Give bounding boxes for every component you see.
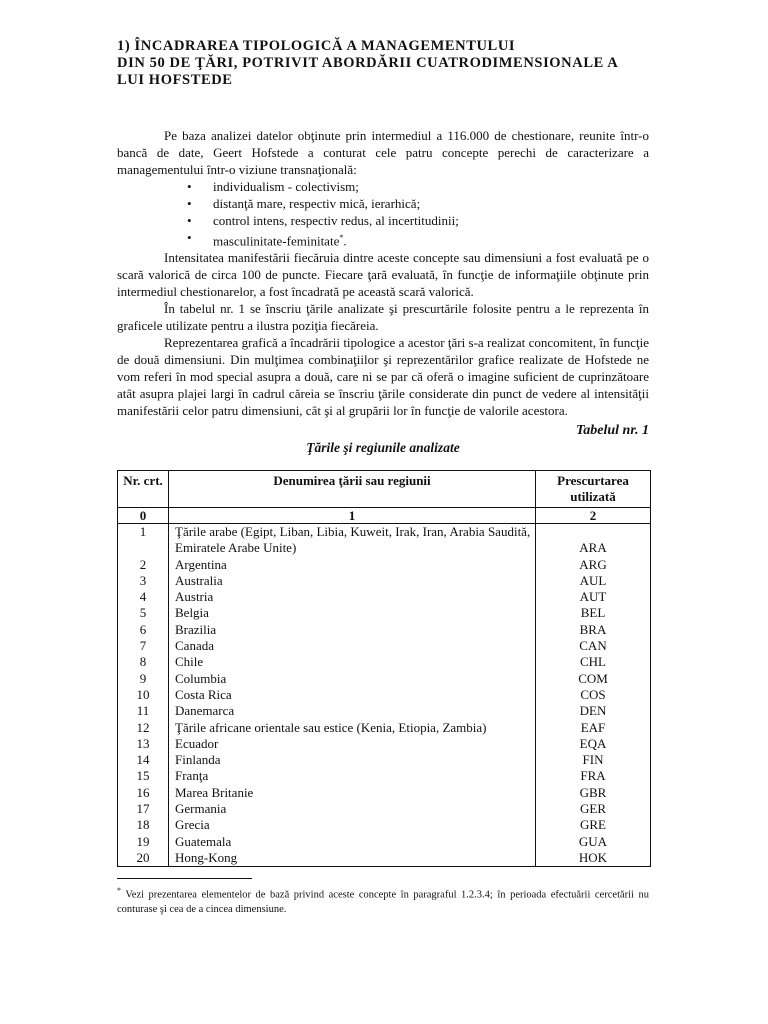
bullet-icon: • xyxy=(187,230,192,245)
country-abbreviation: GBR xyxy=(536,785,651,801)
row-number: 3 xyxy=(118,573,169,589)
country-abbreviation: FIN xyxy=(536,752,651,768)
table-body xyxy=(118,524,651,867)
column-header-name: Denumirea ţării sau regiunii xyxy=(169,471,536,508)
table-row xyxy=(118,654,651,670)
table-row xyxy=(118,687,651,703)
country-name: Argentina xyxy=(169,557,536,573)
heading-line: DIN 50 DE ŢĂRI, POTRIVIT ABORDĂRII CUATRODIMENSIONALE A xyxy=(117,55,619,71)
country-name: Belgia xyxy=(169,605,536,621)
country-abbreviation: GER xyxy=(536,801,651,817)
country-abbreviation: BEL xyxy=(536,605,651,621)
column-header-abbrev: Prescurtarea utilizată xyxy=(536,471,651,508)
body-paragraph: Intensitatea manifestării fiecăruia dintre aceste concepte sau dimensiuni a fost evaluată pe o scară valorică de circa 100 de puncte. Fiecare ţară evaluată, în funcţie de informaţiile obţinute prin intermediul chestionarelor, a fost încadrată pe această scară valorică. xyxy=(117,250,649,300)
list-item: • individualism - colectivism; xyxy=(187,179,359,194)
countries-table xyxy=(117,470,651,867)
row-number: 7 xyxy=(118,638,169,654)
row-number: 6 xyxy=(118,622,169,638)
row-number: 4 xyxy=(118,589,169,605)
country-name: Hong-Kong xyxy=(169,850,536,867)
row-number: 19 xyxy=(118,834,169,850)
country-name: Australia xyxy=(169,573,536,589)
intro-paragraph: Pe baza analizei datelor obţinute prin intermediul a 116.000 de chestionare, reunite într-o bancă de date, Geert Hofstede a conturat cele patru concepte perechi de caracterizare a managementului într-o viziune transnaţională: xyxy=(117,128,649,177)
table-header-row xyxy=(118,471,651,508)
row-number: 8 xyxy=(118,654,169,670)
footnote-divider xyxy=(117,878,252,879)
table-row xyxy=(118,622,651,638)
bullet-icon: • xyxy=(187,196,192,211)
table-number: Tabelul nr. 1 xyxy=(575,423,649,438)
heading-line: LUI HOFSTEDE xyxy=(117,72,233,88)
table-row xyxy=(118,817,651,833)
country-name: Germania xyxy=(169,801,536,817)
country-abbreviation: DEN xyxy=(536,703,651,719)
country-abbreviation: COM xyxy=(536,671,651,687)
list-item: • control intens, respectiv redus, al incertitudinii; xyxy=(187,213,459,228)
country-name: Ţările africane orientale sau estice (Kenia, Etiopia, Zambia) xyxy=(169,720,536,736)
column-header-nr: Nr. crt. xyxy=(118,471,169,508)
country-abbreviation: AUT xyxy=(536,589,651,605)
table-row xyxy=(118,801,651,817)
country-abbreviation: GRE xyxy=(536,817,651,833)
country-name: Chile xyxy=(169,654,536,670)
bullet-icon: • xyxy=(187,179,192,194)
row-number: 16 xyxy=(118,785,169,801)
table-row xyxy=(118,573,651,589)
section-heading xyxy=(117,38,677,89)
row-number: 17 xyxy=(118,801,169,817)
country-abbreviation: HOK xyxy=(536,850,651,867)
country-name: Canada xyxy=(169,638,536,654)
footnote xyxy=(117,884,649,917)
country-name: Columbia xyxy=(169,671,536,687)
country-name: Franţa xyxy=(169,768,536,784)
body-paragraph: Reprezentarea grafică a încadrării tipologice a acestor ţări s-a realizat concomitent, în funcţie de două dimensiuni. Din mulţimea combinaţiilor şi reprezentărilor grafice realizate de Hofstede ne vom referi în mod special asupra a două, care ni se par că oferă o imagine suficient de cuprinzătoare atât asupra plajei largi în cadrul căreia se înscriu ţările considerate din punct de vedere al intensităţii manifestării celor patru dimensiuni, cât şi al grupării lor în funcţie de valorile acestora. xyxy=(117,335,649,419)
row-number: 18 xyxy=(118,817,169,833)
country-name: Guatemala xyxy=(169,834,536,850)
list-item: • distanţă mare, respectiv mică, ierarhică; xyxy=(187,196,421,211)
country-name: Finlanda xyxy=(169,752,536,768)
country-name: Austria xyxy=(169,589,536,605)
concept-list xyxy=(117,178,649,249)
footnote-reference[interactable]: * xyxy=(339,233,344,242)
body-text xyxy=(117,127,649,419)
table-row xyxy=(118,785,651,801)
country-name: Costa Rica xyxy=(169,687,536,703)
row-number: 11 xyxy=(118,703,169,719)
table-title: Ţările şi regiunile analizate xyxy=(306,440,460,455)
country-abbreviation: AUL xyxy=(536,573,651,589)
table-row xyxy=(118,768,651,784)
country-name: Marea Britanie xyxy=(169,785,536,801)
row-number: 10 xyxy=(118,687,169,703)
country-abbreviation: CHL xyxy=(536,654,651,670)
body-paragraph: În tabelul nr. 1 se înscriu ţările analizate şi prescurtările folosite pentru a le reprezenta în graficele utilizate pentru a ilustra poziţia fiecăreia. xyxy=(117,301,649,334)
footnote-mark: * xyxy=(117,886,121,895)
table-row xyxy=(118,736,651,752)
row-number: 15 xyxy=(118,768,169,784)
table-row xyxy=(118,752,651,768)
country-name: Ecuador xyxy=(169,736,536,752)
row-number: 13 xyxy=(118,736,169,752)
heading-line: 1) ÎNCADRAREA TIPOLOGICĂ A MANAGEMENTULUI xyxy=(117,38,516,54)
country-abbreviation: EQA xyxy=(536,736,651,752)
country-abbreviation: ARG xyxy=(536,557,651,573)
country-abbreviation: ARA xyxy=(536,524,651,557)
country-abbreviation: BRA xyxy=(536,622,651,638)
list-item: • masculinitate-feminitate*. xyxy=(187,230,347,249)
row-number: 12 xyxy=(118,720,169,736)
row-number: 20 xyxy=(118,850,169,867)
bullet-icon: • xyxy=(187,213,192,228)
table-row xyxy=(118,524,651,557)
table-row xyxy=(118,557,651,573)
table-index-row: 0 1 2 xyxy=(118,508,651,524)
row-number: 5 xyxy=(118,605,169,621)
table-row xyxy=(118,605,651,621)
footnote-text: Vezi prezentarea elementelor de bază privind aceste concepte în paragraful 1.2.3.4; în perioada efectuării cercetării nu conturase şi cea de a cincea dimensiune. xyxy=(117,889,650,915)
table-row xyxy=(118,671,651,687)
country-name: Grecia xyxy=(169,817,536,833)
row-number: 14 xyxy=(118,752,169,768)
table-row xyxy=(118,703,651,719)
country-name: Danemarca xyxy=(169,703,536,719)
row-number: 1 xyxy=(118,524,169,557)
row-number: 2 xyxy=(118,557,169,573)
table-row xyxy=(118,850,651,867)
country-abbreviation: COS xyxy=(536,687,651,703)
country-abbreviation: FRA xyxy=(536,768,651,784)
country-abbreviation: GUA xyxy=(536,834,651,850)
country-name: Brazilia xyxy=(169,622,536,638)
country-name: Ţările arabe (Egipt, Liban, Libia, Kuweit, Irak, Iran, Arabia Saudită, Emiratele Arabe Unite) xyxy=(169,524,536,557)
country-abbreviation: EAF xyxy=(536,720,651,736)
table-row xyxy=(118,834,651,850)
row-number: 9 xyxy=(118,671,169,687)
table-row xyxy=(118,589,651,605)
table-row xyxy=(118,720,651,736)
table-row xyxy=(118,638,651,654)
country-abbreviation: CAN xyxy=(536,638,651,654)
